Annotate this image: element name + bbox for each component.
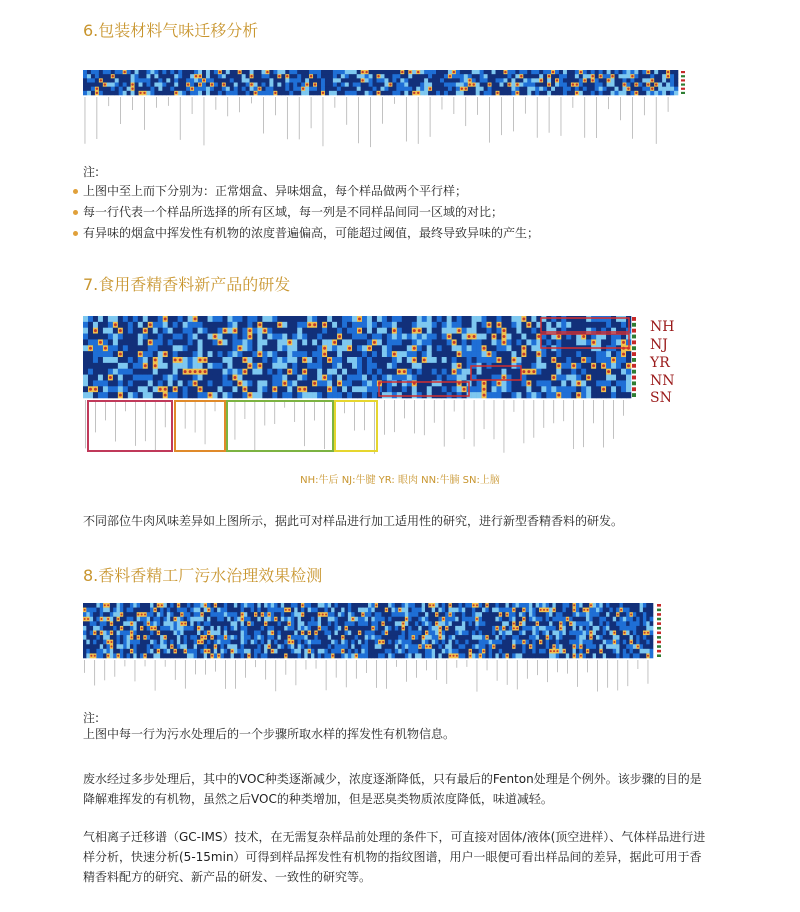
sample-label-yr: YR <box>650 355 670 371</box>
sample-label-nj: NJ <box>650 337 668 353</box>
beef-cut-legend-caption: NH:牛后 NJ:牛腱 YR: 眼肉 NN:牛腩 SN:上脑 <box>300 475 500 486</box>
group-box-yellow <box>334 400 378 452</box>
sample-label-sn: SN <box>650 390 672 406</box>
section-8-note-text: 上图中每一行为污水处理后的一个步骤所取水样的挥发性有机物信息。 <box>83 727 456 741</box>
section-6-note-list <box>75 181 539 244</box>
section-8-paragraph-2: 气相离子迁移谱（GC-IMS）技术，在无需复杂样品前处理的条件下，可直接对固体/液体(顶空进样）、气体样品进行进样分析，快速分析(5-15min）可得到样品挥发性有机物的指纹图谱，用户一眼便可看出样品间的差异，据此可用于香精香料配方的研究、新产品的研发、一致性的研究等。 <box>83 830 706 884</box>
note-item-3: 有异味的烟盒中挥发性有机物的浓度普遍偏高，可能超过阈值，最终导致异味的产生； <box>75 223 539 244</box>
group-box-pink <box>87 400 173 452</box>
note-item-2: 每一行代表一个样品所选择的所有区域，每一列是不同样品间同一区域的对比； <box>75 202 539 223</box>
section-8-paragraph-1: 废水经过多步处理后，其中的VOC种类逐渐减少，浓度逐渐降低，只有最后的Fenton处理是个例外。该步骤的目的是降解难挥发的有机物，虽然之后VOC的种类增加，但是恶臭类物质浓度降低，味道减轻。 <box>83 772 702 806</box>
section-8-title: 8.香料香精工厂污水治理效果检测 <box>83 566 323 585</box>
section-6-title: 6.包装材料气味迁移分析 <box>83 21 259 40</box>
section-6-note-label: 注: <box>83 165 100 179</box>
note-item-1: 上图中至上而下分别为：正常烟盒、异味烟盒，每个样品做两个平行样； <box>75 181 539 202</box>
group-box-orange <box>174 400 226 452</box>
section-8-note-label: 注: <box>83 711 100 725</box>
section-7-paragraph: 不同部位牛肉风味差异如上图所示，据此可对样品进行加工适用性的研究，进行新型香精香料的研发。 <box>83 514 624 528</box>
sample-label-nn: NN <box>650 373 675 389</box>
section-7-title: 7.食用香精香料新产品的研发 <box>83 275 291 294</box>
wastewater-fingerprint-heatmap <box>83 603 687 695</box>
group-box-green <box>226 400 334 452</box>
sample-label-nh: NH <box>650 319 675 335</box>
packaging-fingerprint-heatmap <box>83 70 687 150</box>
